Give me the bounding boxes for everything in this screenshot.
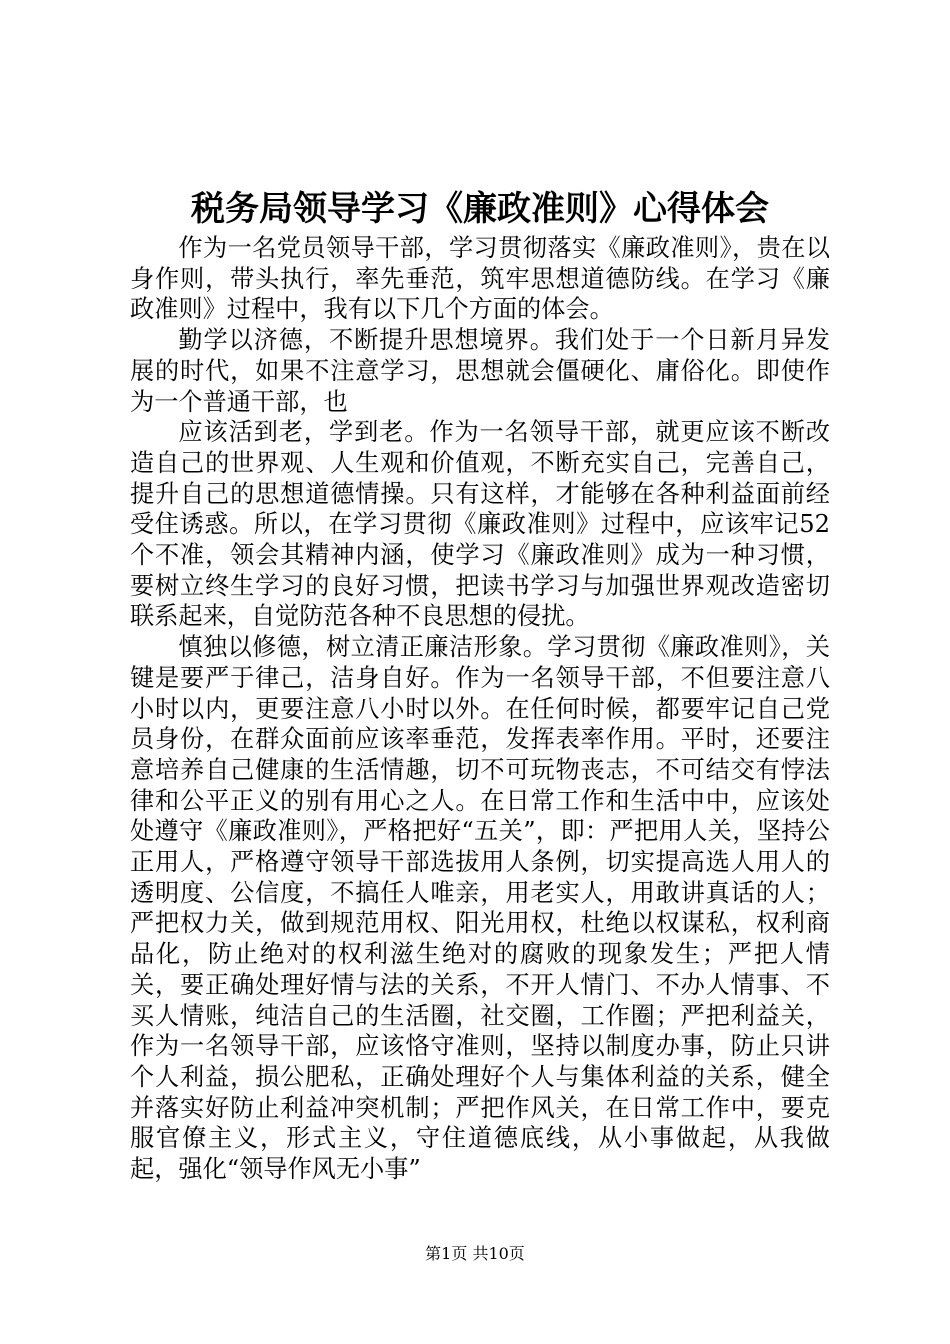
paragraph-study: 勤学以济德，不断提升思想境界。我们处于一个日新月异发展的时代，如果不注意学习，思想就会僵硬化、庸俗化。即使作为一个普通干部，也 xyxy=(130,326,830,416)
paragraph-self-discipline: 慎独以修德，树立清正廉洁形象。学习贯彻《廉政准则》，关键是要严于律己，洁身自好。作为一名领导干部，不但要注意八小时以内，更要注意八小时以外。在任何时候，都要牢记自己党员身份，在群众面前应该率垂范，发挥表率作用。平时，还要注意培养自己健康的生活情趣，切不可玩物丧志，不可结交有悖法律和公平正义的别有用心之人。在日常工作和生活中中，应该处处遵守《廉政准则》，严格把好“五关”，即：严把用人关，坚持公正用人，严格遵守领导干部选拔用人条例，切实提高选人用人的透明度、公信度，不搞任人唯亲，用老实人，用敢讲真话的人；严把权力关，做到规范用权、阳光用权，杜绝以权谋私，权利商品化，防止绝对的权利滋生绝对的腐败的现象发生；严把人情关，要正确处理好情与法的关系，不开人情门、不办人情事、不买人情账，纯洁自己的生活圈，社交圈，工作圈；严把利益关，作为一名领导干部，应该恪守准则，坚持以制度办事，防止只讲个人利益，损公肥私，正确处理好个人与集体利益的关系，健全并落实好防止利益冲突机制；严把作风关，在日常工作中，要克服官僚主义，形式主义，守住道德底线，从小事做起，从我做起，强化“领导作风无小事” xyxy=(130,633,830,1184)
paragraph-lifelong-learning: 应该活到老，学到老。作为一名领导干部，就更应该不断改造自己的世界观、人生观和价值观，不断充实自己，完善自己，提升自己的思想道德情操。只有这样，才能够在各种利益面前经受住诱惑。所以，在学习贯彻《廉政准则》过程中，应该牢记52个不准，领会其精神内涵，使学习《廉政准则》成为一种习惯，要树立终生学习的良好习惯，把读书学习与加强世界观改造密切联系起来，自觉防范各种不良思想的侵扰。 xyxy=(130,418,830,631)
document-body xyxy=(130,233,830,1185)
document-title: 税务局领导学习《廉政准则》心得体会 xyxy=(191,189,769,229)
page-number-footer: 第1页 共10页 xyxy=(425,1244,525,1263)
paragraph-intro: 作为一名党员领导干部，学习贯彻落实《廉政准则》，贵在以身作则，带头执行，率先垂范，筑牢思想道德防线。在学习《廉政准则》过程中，我有以下几个方面的体会。 xyxy=(130,234,830,324)
